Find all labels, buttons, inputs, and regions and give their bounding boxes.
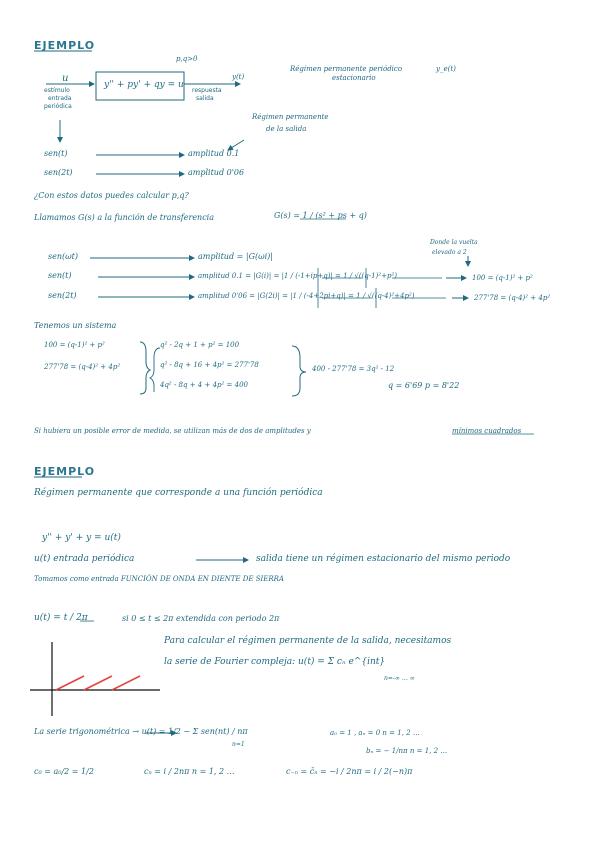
system-result: 400 - 277'78 = 3q² - 12 bbox=[312, 365, 395, 373]
steady-state-label: Régimen permanente periódico bbox=[290, 65, 403, 73]
input-u: u bbox=[62, 73, 69, 84]
output-y: y(t) bbox=[232, 73, 245, 81]
row-2t-equation: amplitud 0'06 = |G(2i)| = |1 / (-4+2pi+q)| = 1 / √((q-4)²+4p²) bbox=[198, 292, 415, 300]
coef-a: a₀ = 1 , aₙ = 0 n = 1, 2 … bbox=[330, 729, 420, 737]
amp-01: amplitud 0.1 bbox=[188, 149, 240, 158]
regimen-permanente-2: de la salida bbox=[266, 125, 307, 133]
sen-2t: sen(2t) bbox=[44, 168, 73, 177]
c-minus-n: c₋ₙ = c̄ₙ = −i / 2nπ = i / 2(−n)π bbox=[286, 767, 413, 776]
line2: Tomamos como entrada FUNCIÓN DE ONDA EN DIENTE DE SIERRA bbox=[34, 575, 284, 583]
output-caption-2: salida bbox=[196, 95, 214, 102]
transfer-equation: G(s) = 1 / (s² + ps + q) bbox=[274, 211, 367, 220]
system-left-2: 277'78 = (q-4)² + 4p² bbox=[44, 363, 121, 371]
system-right-2: q² - 8q + 16 + 4p² = 277'78 bbox=[160, 361, 259, 369]
note-top-2: elevado a 2 bbox=[432, 249, 467, 256]
fourier-line-1: Para calcular el régimen permanente de la salida, necesitamos bbox=[164, 636, 452, 646]
system-right-3: 4q² - 8q + 4 + 4p² = 400 bbox=[160, 381, 248, 389]
y-particular: y_e(t) bbox=[436, 65, 456, 73]
steady-state-label-2: estacionario bbox=[332, 74, 376, 82]
trig-series: La serie trigonométrica → u(t) = 1/2 − Σ sen(nt) / nπ bbox=[34, 727, 248, 736]
input-caption-1: estímulo bbox=[44, 87, 70, 94]
ex2-heading: EJEMPLO bbox=[34, 465, 96, 478]
coef-b: bₙ = − 1/nπ n = 1, 2 … bbox=[366, 747, 448, 755]
system-right-1: q² - 2q + 1 + p² = 100 bbox=[160, 341, 240, 349]
output-caption-1: respuesta bbox=[192, 87, 222, 94]
u-condition: si 0 ≤ t ≤ 2π extendida con periodo 2π bbox=[122, 614, 280, 623]
error-note-underlined: mínimos cuadrados bbox=[452, 427, 522, 435]
pq-note: p,q>0 bbox=[176, 55, 198, 63]
fourier-limits: n=-∞ … ∞ bbox=[384, 675, 415, 682]
transfer-intro: Llamamos G(s) a la función de transferencia bbox=[34, 213, 215, 222]
amp-006: amplitud 0'06 bbox=[188, 168, 245, 177]
ex1-heading: EJEMPLO bbox=[34, 39, 96, 52]
c0: c₀ = a₀/2 = 1/2 bbox=[34, 767, 94, 776]
ex2-subtitle: Régimen permanente que corresponde a una función periódica bbox=[34, 488, 323, 498]
trig-n: n=1 bbox=[232, 741, 245, 748]
input-caption-3: periódica bbox=[44, 103, 72, 110]
error-note: Si hubiera un posible error de medida, se utilizan más de dos de amplitudes y bbox=[34, 427, 311, 435]
result-1: 100 = (q-1)² + p² bbox=[472, 274, 533, 282]
row-t-equation: amplitud 0.1 = |G(i)| = |1 / (-1+ip+q)| = 1 / √((q-1)²+p²) bbox=[198, 272, 397, 280]
u-definition: u(t) = t / 2π bbox=[34, 613, 88, 623]
input-caption-2: entrada bbox=[48, 95, 72, 102]
sen-2t-row: sen(2t) bbox=[48, 291, 77, 300]
system-left-1: 100 = (q-1)² + p² bbox=[44, 341, 105, 349]
sen-t-row: sen(t) bbox=[48, 271, 72, 280]
sen-t: sen(t) bbox=[44, 149, 68, 158]
system-title: Tenemos un sistema bbox=[34, 321, 117, 330]
sawtooth-graph bbox=[30, 642, 160, 716]
cn: cₙ = i / 2nπ n = 1, 2 … bbox=[144, 767, 235, 776]
regimen-permanente-1: Régimen permanente bbox=[252, 113, 329, 121]
ode: y'' + y' + y = u(t) bbox=[42, 533, 121, 543]
result-2: 277'78 = (q-4)² + 4p² bbox=[474, 294, 551, 302]
question: ¿Con estos datos puedes calcular p,q? bbox=[34, 191, 189, 200]
sen-wt: sen(ωt) bbox=[48, 252, 78, 261]
line1-b: salida tiene un régimen estacionario del mismo periodo bbox=[256, 554, 511, 564]
amp-G: amplitud = |G(ωi)| bbox=[198, 252, 273, 261]
box-equation: y'' + py' + qy = u bbox=[104, 80, 184, 90]
system-solution: q = 6'69 p = 8'22 bbox=[388, 381, 460, 390]
fourier-line-2: la serie de Fourier compleja: u(t) = Σ cₙ e^{int} bbox=[164, 657, 386, 667]
note-top: Donde la vuelta bbox=[430, 239, 478, 246]
line1-a: u(t) entrada periódica bbox=[34, 554, 135, 564]
